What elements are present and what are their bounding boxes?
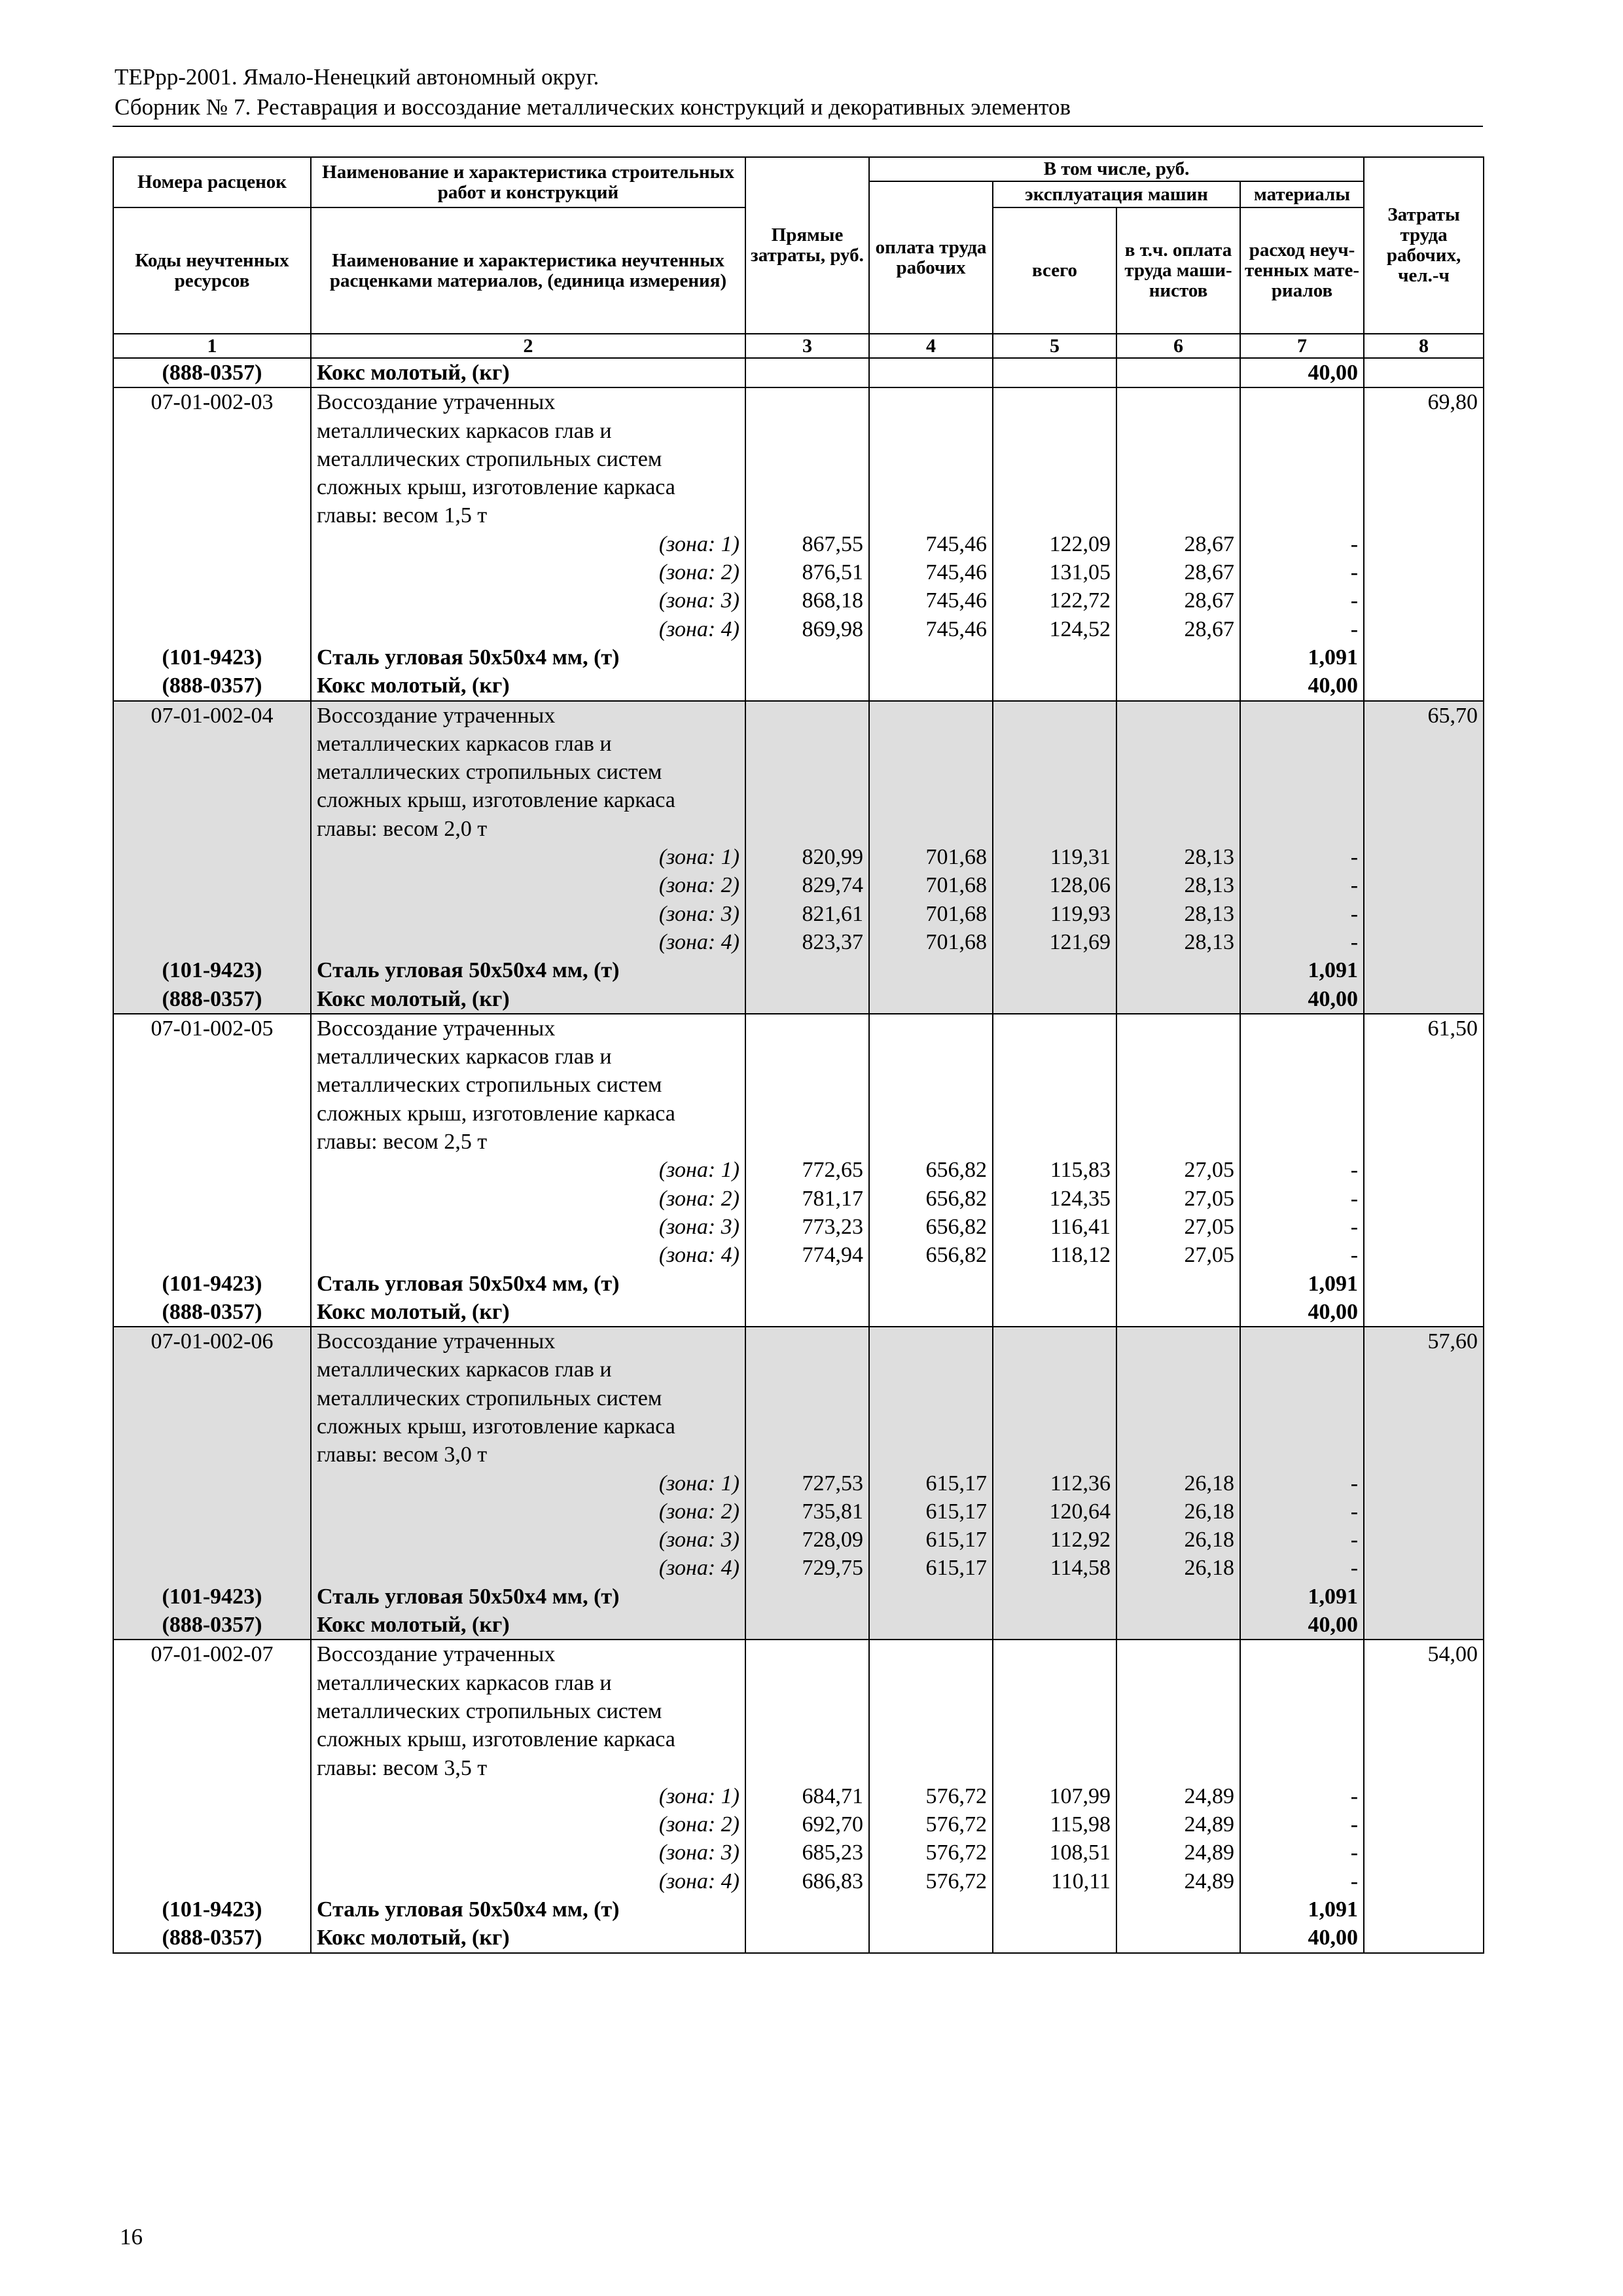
page-number: 16 (120, 2224, 143, 2250)
zone-label: (зона: 2) (658, 1186, 740, 1211)
direct-costs-value: 868,18 (802, 588, 863, 613)
rate-row (113, 1640, 1484, 1952)
direct-costs-value: 692,70 (802, 1812, 863, 1837)
machinist-wages-value: 27,05 (1184, 1158, 1234, 1183)
wages-value: 576,72 (925, 1784, 987, 1808)
unaccounted-materials-header: расход неуч- тенных мате- риалов (1240, 207, 1364, 334)
materials-value: - (1350, 1840, 1359, 1865)
resource-name: Сталь угловая 50x50x4 мм, (т) (317, 645, 620, 670)
machines-total-value: 128,06 (1049, 873, 1111, 898)
direct-costs-value: 727,53 (802, 1471, 863, 1496)
wages-value: 701,68 (925, 901, 987, 926)
zone-label: (зона: 1) (658, 1784, 740, 1808)
direct-costs-value: 729,75 (802, 1556, 863, 1581)
machines-total-header: всего (993, 207, 1116, 334)
rate-code: 07-01-002-04 (151, 703, 274, 728)
wages-value: 701,68 (925, 845, 987, 870)
wages-value: 656,82 (925, 1186, 987, 1211)
rate-group (113, 1640, 1484, 1952)
zone-label: (зона: 3) (658, 901, 740, 926)
zone-label: (зона: 4) (658, 929, 740, 954)
zone-label: (зона: 4) (658, 1556, 740, 1581)
machinist-wages-header: в т.ч. оплата труда маши- нистов (1116, 207, 1240, 334)
machinist-wages-value: 24,89 (1184, 1784, 1234, 1808)
resource-code: (101-9423) (162, 645, 262, 670)
direct-costs-value: 774,94 (802, 1243, 863, 1268)
carry-over-body (113, 358, 1484, 387)
machinist-wages-value: 28,67 (1184, 531, 1234, 556)
work-description-line: сложных крыш, изготовление каркаса (317, 475, 675, 500)
work-description-line: главы: весом 2,5 т (317, 1130, 488, 1155)
machines-total-value: 119,93 (1050, 901, 1111, 926)
machines-total-value: 114,58 (1050, 1556, 1111, 1581)
wages-value: 656,82 (925, 1214, 987, 1239)
labor-costs-header: Затраты труда рабочих, чел.-ч (1364, 157, 1484, 334)
work-description-line: металлических стропильных систем (317, 1698, 662, 1723)
work-description-line: главы: весом 3,5 т (317, 1755, 488, 1780)
materials-value: - (1350, 1556, 1359, 1581)
resource-value: 1,091 (1308, 1271, 1359, 1296)
work-description-line: металлических стропильных систем (317, 1073, 662, 1098)
machines-total-value: 118,12 (1050, 1243, 1111, 1268)
work-description-line: Воссоздание утраченных (317, 390, 556, 415)
work-description-line: металлических каркасов глав и (317, 1670, 612, 1695)
work-description-line: Воссоздание утраченных (317, 1329, 556, 1354)
wages-value: 701,68 (925, 929, 987, 954)
column-number: 1 (113, 334, 311, 358)
resource-code: (888-0357) (162, 1299, 262, 1324)
zone-label: (зона: 4) (658, 1243, 740, 1268)
rate-group (113, 387, 1484, 700)
machinist-wages-value: 26,18 (1184, 1499, 1234, 1524)
materials-value: - (1350, 845, 1359, 870)
labor-costs-value: 65,70 (1427, 703, 1478, 728)
machinist-wages-value: 27,05 (1184, 1243, 1234, 1268)
machinist-wages-value: 24,89 (1184, 1840, 1234, 1865)
wages-value: 615,17 (925, 1556, 987, 1581)
labor-costs-value: 61,50 (1427, 1016, 1478, 1041)
materials-value: - (1350, 560, 1359, 585)
work-description-line: металлических стропильных систем (317, 1386, 662, 1410)
wages-value: 745,46 (925, 588, 987, 613)
machinist-wages-value: 26,18 (1184, 1471, 1234, 1496)
machinist-wages-value: 27,05 (1184, 1186, 1234, 1211)
machines-total-value: 120,64 (1049, 1499, 1111, 1524)
wages-value: 615,17 (925, 1528, 987, 1552)
work-description-line: главы: весом 1,5 т (317, 503, 488, 528)
resource-name: Кокс молотый, (кг) (317, 1299, 510, 1324)
work-description-line: сложных крыш, изготовление каркаса (317, 1414, 675, 1439)
machines-total-value: 107,99 (1049, 1784, 1111, 1808)
column-number: 4 (869, 334, 993, 358)
machines-total-value: 121,69 (1049, 929, 1111, 954)
column-number: 5 (993, 334, 1116, 358)
materials-value: - (1350, 1499, 1359, 1524)
machinist-wages-value: 28,13 (1184, 929, 1234, 954)
work-description-line: сложных крыш, изготовление каркаса (317, 1101, 675, 1126)
col1-bottom-header: Коды неучтенных ресурсов (113, 207, 311, 334)
direct-costs-value: 728,09 (802, 1528, 863, 1552)
materials-value: - (1350, 1812, 1359, 1837)
zone-label: (зона: 3) (658, 1840, 740, 1865)
resource-name: Кокс молотый, (кг) (317, 986, 510, 1011)
column-number: 3 (745, 334, 869, 358)
work-description-line: Воссоздание утраченных (317, 1016, 556, 1041)
work-description-line: главы: весом 2,0 т (317, 816, 488, 841)
work-description-line: главы: весом 3,0 т (317, 1443, 488, 1467)
resource-value: 40,00 (1308, 1613, 1359, 1638)
wages-header: оплата труда рабочих (869, 181, 993, 334)
wages-value: 615,17 (925, 1499, 987, 1524)
resource-value: 40,00 (1308, 361, 1359, 385)
materials-value: - (1350, 1214, 1359, 1239)
zone-label: (зона: 1) (658, 531, 740, 556)
direct-costs-value: 829,74 (802, 873, 863, 898)
machinist-wages-value: 24,89 (1184, 1812, 1234, 1837)
materials-value: - (1350, 1186, 1359, 1211)
including-group-header: В том числе, руб. (869, 157, 1364, 181)
direct-costs-value: 867,55 (802, 531, 863, 556)
machinist-wages-value: 28,13 (1184, 873, 1234, 898)
work-description-line: металлических каркасов глав и (317, 1357, 612, 1382)
rates-table (113, 156, 1484, 1954)
materials-header: материалы (1240, 181, 1364, 207)
rate-group (113, 701, 1484, 1014)
resource-code: (888-0357) (162, 1613, 262, 1638)
materials-value: - (1350, 1471, 1359, 1496)
wages-value: 576,72 (925, 1812, 987, 1837)
wages-value: 656,82 (925, 1158, 987, 1183)
zone-label: (зона: 3) (658, 588, 740, 613)
rate-code: 07-01-002-07 (151, 1642, 274, 1667)
col2-top-header: Наименование и характеристика строительных работ и конструкций (311, 157, 745, 207)
work-description-line: металлических стропильных систем (317, 446, 662, 471)
labor-costs-value: 54,00 (1427, 1642, 1478, 1667)
machinist-wages-value: 26,18 (1184, 1528, 1234, 1552)
materials-value: - (1350, 531, 1359, 556)
direct-costs-value: 876,51 (802, 560, 863, 585)
resource-code: (888-0357) (162, 673, 262, 698)
work-description-line: сложных крыш, изготовление каркаса (317, 788, 675, 813)
rate-row (113, 701, 1484, 1014)
resource-name: Кокс молотый, (кг) (317, 1613, 510, 1638)
machines-header: эксплуатация машин (993, 181, 1240, 207)
rate-row (113, 1014, 1484, 1327)
zone-label: (зона: 2) (658, 560, 740, 585)
machinist-wages-value: 24,89 (1184, 1869, 1234, 1893)
wages-value: 745,46 (925, 617, 987, 641)
direct-costs-value: 735,81 (802, 1499, 863, 1524)
rate-group (113, 1327, 1484, 1640)
wages-value: 615,17 (925, 1471, 987, 1496)
direct-costs-value: 820,99 (802, 845, 863, 870)
labor-costs-value: 69,80 (1427, 390, 1478, 415)
zone-label: (зона: 4) (658, 1869, 740, 1893)
wages-value: 745,46 (925, 560, 987, 585)
rate-row (113, 1327, 1484, 1640)
col1-top-header: Номера расценок (113, 157, 311, 207)
machinist-wages-value: 28,67 (1184, 560, 1234, 585)
machines-total-value: 124,35 (1049, 1186, 1111, 1211)
machines-total-value: 122,09 (1049, 531, 1111, 556)
zone-label: (зона: 3) (658, 1528, 740, 1552)
column-number: 8 (1364, 334, 1484, 358)
zone-label: (зона: 2) (658, 873, 740, 898)
machines-total-value: 115,83 (1050, 1158, 1111, 1183)
direct-costs-value: 781,17 (802, 1186, 863, 1211)
work-description-line: металлических каркасов глав и (317, 731, 612, 756)
zone-label: (зона: 2) (658, 1499, 740, 1524)
resource-name: Кокс молотый, (кг) (317, 673, 510, 698)
materials-value: - (1350, 1158, 1359, 1183)
document-header-line1: ТЕРрр-2001. Ямало-Ненецкий автономный округ. (115, 64, 599, 90)
zone-label: (зона: 3) (658, 1214, 740, 1239)
resource-code: (101-9423) (162, 1271, 262, 1296)
wages-value: 701,68 (925, 873, 987, 898)
document-header-line2: Сборник № 7. Реставрация и воссоздание металлических конструкций и декоративных элементов (115, 94, 1071, 120)
resource-value: 1,091 (1308, 1897, 1359, 1922)
materials-value: - (1350, 1528, 1359, 1552)
wages-value: 576,72 (925, 1869, 987, 1893)
materials-value: - (1350, 1784, 1359, 1808)
resource-code: (101-9423) (162, 958, 262, 983)
materials-value: - (1350, 617, 1359, 641)
machines-total-value: 112,92 (1050, 1528, 1111, 1552)
work-description-line: металлических каркасов глав и (317, 1045, 612, 1069)
zone-label: (зона: 1) (658, 1471, 740, 1496)
machinist-wages-value: 28,13 (1184, 901, 1234, 926)
materials-value: - (1350, 929, 1359, 954)
col2-bottom-header: Наименование и характеристика неучтенных расценками материалов, (единица измерения) (311, 207, 745, 334)
resource-code: (101-9423) (162, 1584, 262, 1609)
work-description-line: Воссоздание утраченных (317, 703, 556, 728)
machinist-wages-value: 26,18 (1184, 1556, 1234, 1581)
machines-total-value: 122,72 (1049, 588, 1111, 613)
machinist-wages-value: 28,67 (1184, 588, 1234, 613)
materials-value: - (1350, 1869, 1359, 1893)
wages-value: 576,72 (925, 1840, 987, 1865)
machinist-wages-value: 27,05 (1184, 1214, 1234, 1239)
direct-costs-value: 686,83 (802, 1869, 863, 1893)
resource-name: Сталь угловая 50x50x4 мм, (т) (317, 1897, 620, 1922)
rate-code: 07-01-002-05 (151, 1016, 274, 1041)
direct-costs-value: 823,37 (802, 929, 863, 954)
work-description-line: металлических стропильных систем (317, 760, 662, 785)
direct-costs-value: 684,71 (802, 1784, 863, 1808)
resource-name: Кокс молотый, (кг) (317, 361, 510, 385)
rate-code: 07-01-002-03 (151, 390, 274, 415)
machinist-wages-value: 28,67 (1184, 617, 1234, 641)
machines-total-value: 115,98 (1050, 1812, 1111, 1837)
machines-total-value: 108,51 (1049, 1840, 1111, 1865)
resource-value: 40,00 (1308, 986, 1359, 1011)
resource-name: Кокс молотый, (кг) (317, 1926, 510, 1950)
resource-value: 40,00 (1308, 1926, 1359, 1950)
direct-costs-value: 821,61 (802, 901, 863, 926)
machines-total-value: 119,31 (1050, 845, 1111, 870)
machines-total-value: 110,11 (1051, 1869, 1111, 1893)
rate-row (113, 387, 1484, 700)
work-description-line: Воссоздание утраченных (317, 1642, 556, 1667)
resource-name: Сталь угловая 50x50x4 мм, (т) (317, 1271, 620, 1296)
direct-costs-value: 685,23 (802, 1840, 863, 1865)
column-number: 2 (311, 334, 745, 358)
work-description-line: сложных крыш, изготовление каркаса (317, 1727, 675, 1752)
machines-total-value: 116,41 (1050, 1214, 1111, 1239)
machines-total-value: 131,05 (1049, 560, 1111, 585)
carry-over-row (113, 358, 1484, 387)
rate-group (113, 1014, 1484, 1327)
wages-value: 745,46 (925, 531, 987, 556)
column-number: 7 (1240, 334, 1364, 358)
direct-costs-value: 773,23 (802, 1214, 863, 1239)
resource-code: (888-0357) (162, 986, 262, 1011)
zone-label: (зона: 1) (658, 845, 740, 870)
resource-value: 40,00 (1308, 1299, 1359, 1324)
resource-code: (888-0357) (162, 361, 262, 385)
labor-costs-value: 57,60 (1427, 1329, 1478, 1354)
work-description-line: металлических каркасов глав и (317, 418, 612, 443)
direct-costs-header: Прямые затраты, руб. (745, 157, 869, 334)
direct-costs-value: 869,98 (802, 617, 863, 641)
zone-label: (зона: 2) (658, 1812, 740, 1837)
materials-value: - (1350, 588, 1359, 613)
resource-code: (101-9423) (162, 1897, 262, 1922)
machinist-wages-value: 28,13 (1184, 845, 1234, 870)
resource-value: 1,091 (1308, 958, 1359, 983)
resource-value: 1,091 (1308, 645, 1359, 670)
materials-value: - (1350, 873, 1359, 898)
resource-name: Сталь угловая 50x50x4 мм, (т) (317, 958, 620, 983)
zone-label: (зона: 1) (658, 1158, 740, 1183)
machines-total-value: 112,36 (1050, 1471, 1111, 1496)
header-rule (113, 126, 1483, 127)
wages-value: 656,82 (925, 1243, 987, 1268)
column-number: 6 (1116, 334, 1240, 358)
materials-value: - (1350, 1243, 1359, 1268)
machines-total-value: 124,52 (1049, 617, 1111, 641)
resource-code: (888-0357) (162, 1926, 262, 1950)
direct-costs-value: 772,65 (802, 1158, 863, 1183)
resource-name: Сталь угловая 50x50x4 мм, (т) (317, 1584, 620, 1609)
resource-value: 40,00 (1308, 673, 1359, 698)
materials-value: - (1350, 901, 1359, 926)
rate-code: 07-01-002-06 (151, 1329, 274, 1354)
resource-value: 1,091 (1308, 1584, 1359, 1609)
zone-label: (зона: 4) (658, 617, 740, 641)
